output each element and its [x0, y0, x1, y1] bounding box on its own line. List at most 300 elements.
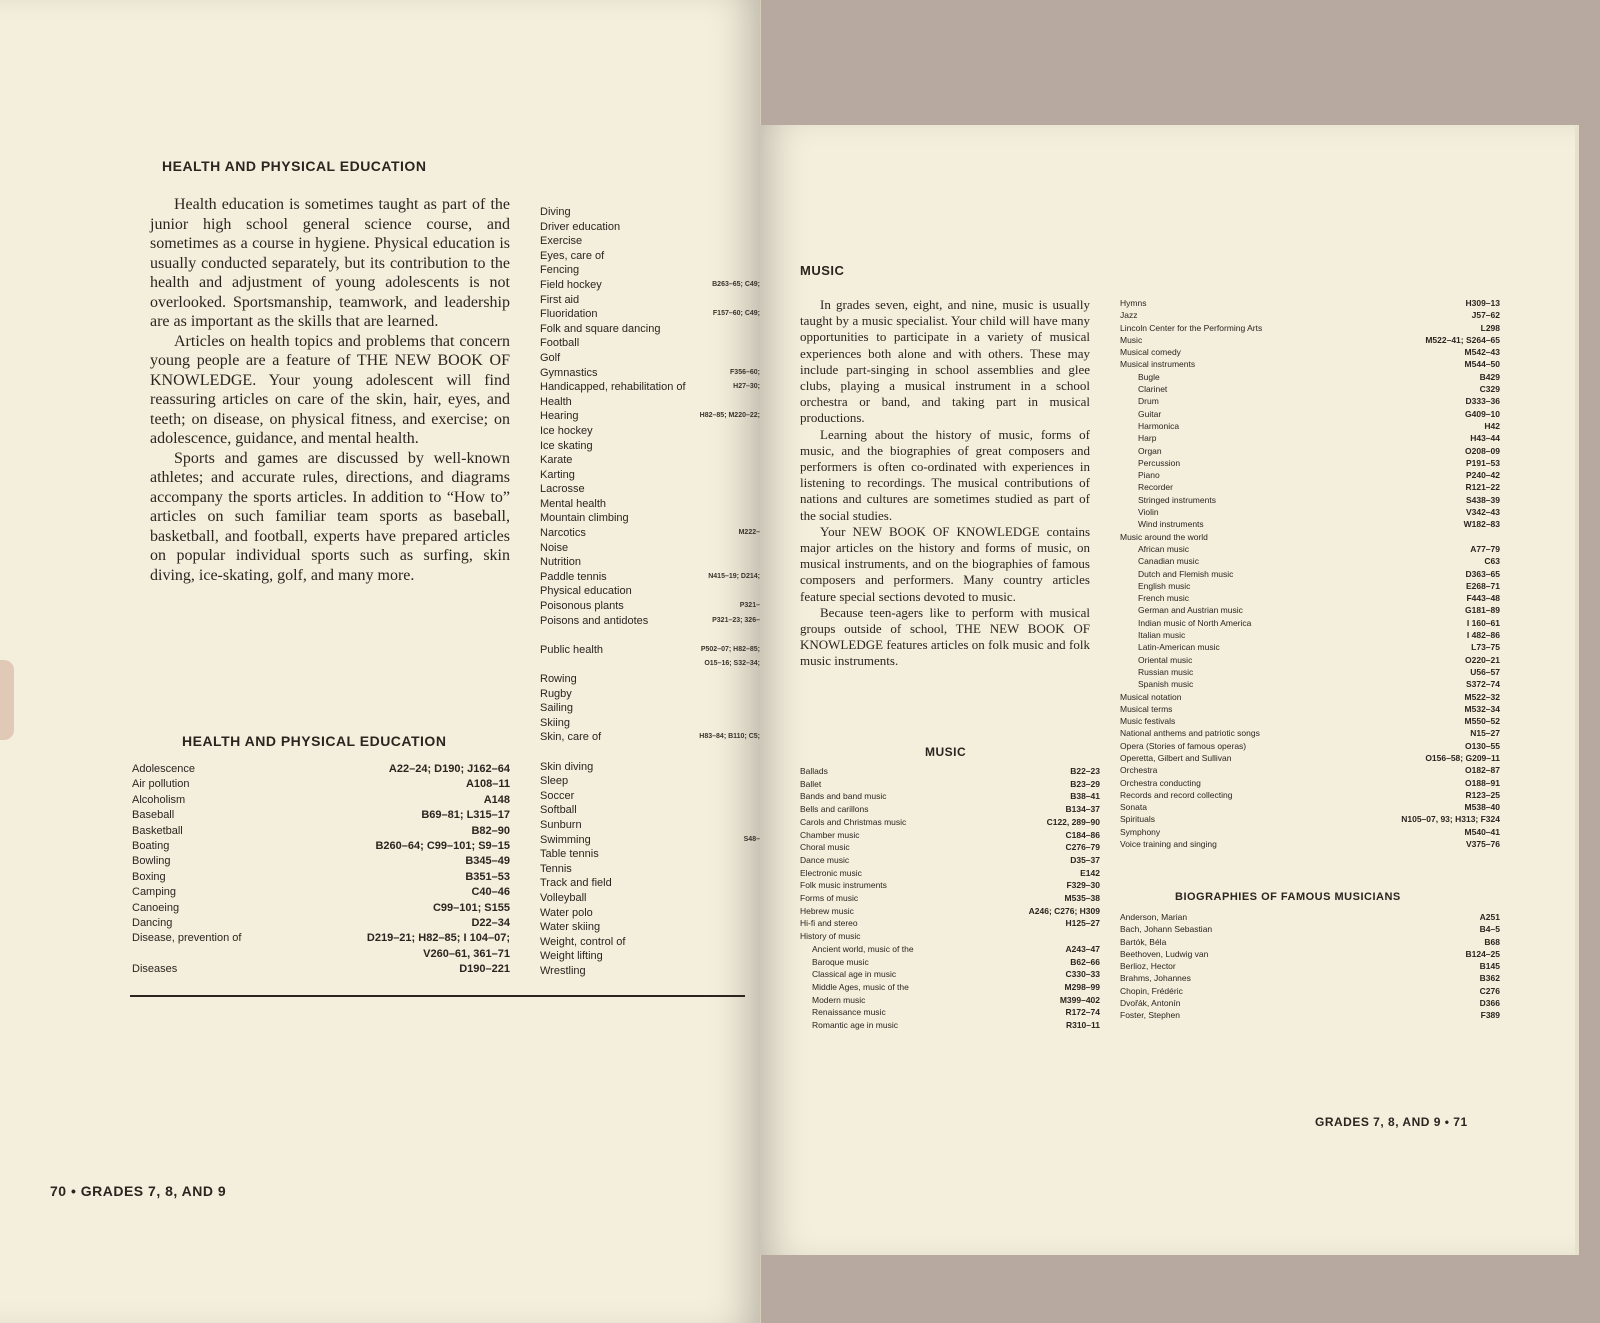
entry-topic: Ancient world, music of the — [812, 943, 914, 954]
index-entry — [132, 901, 510, 916]
entry-topic: Health — [540, 395, 572, 408]
index-entry — [540, 307, 760, 322]
entry-pages: F389 — [1480, 1010, 1500, 1021]
index-entry — [1120, 580, 1500, 592]
index-entry — [540, 949, 760, 964]
index-entry — [1120, 740, 1500, 752]
entry-pages: S48– — [743, 835, 760, 843]
index-entry — [540, 891, 760, 906]
entry-pages: M540–41 — [1464, 826, 1500, 837]
entry-topic: Volleyball — [540, 891, 587, 904]
entry-topic: German and Austrian music — [1138, 605, 1243, 616]
entry-topic: Boating — [132, 840, 170, 853]
entry-pages: I 160–61 — [1466, 617, 1500, 628]
index-entry — [1120, 801, 1500, 813]
entry-pages: C40–46 — [471, 886, 510, 899]
entry-pages: S372–74 — [1465, 679, 1500, 690]
entry-topic: Fluoridation — [540, 308, 598, 321]
entry-pages: S438–39 — [1465, 494, 1500, 505]
entry-topic: Voice training and singing — [1120, 839, 1217, 850]
index-entry — [1120, 297, 1500, 309]
entry-pages: B429 — [1479, 371, 1500, 382]
index-entry — [540, 424, 760, 439]
index-entry — [1120, 494, 1500, 506]
entry-topic: Physical education — [540, 585, 632, 598]
index-entry — [540, 249, 760, 264]
index-list — [1120, 911, 1500, 1022]
entry-topic: Wrestling — [540, 964, 586, 977]
index-entry — [1120, 309, 1500, 321]
entry-pages: A243–47 — [1065, 943, 1100, 954]
entry-pages: M535–38 — [1064, 893, 1100, 904]
entry-pages: H82–85; M220–22; — [699, 412, 760, 420]
entry-pages: B82–90 — [471, 824, 510, 837]
entry-pages: C99–101; S155 — [432, 901, 510, 914]
entry-topic: Diving — [540, 206, 571, 218]
index-entry — [1120, 997, 1500, 1009]
index-entry — [540, 234, 760, 249]
entry-pages: M522–32 — [1464, 691, 1500, 702]
entry-topic: Modern music — [812, 994, 866, 1005]
entry-topic: Stringed instruments — [1138, 494, 1216, 505]
index-entry — [1120, 518, 1500, 530]
index-entry — [132, 793, 510, 808]
entry-pages: M532–34 — [1464, 703, 1500, 714]
entry-topic: Bells and carillons — [800, 804, 869, 815]
index-heading: HEALTH AND PHYSICAL EDUCATION — [182, 733, 447, 749]
index-entry — [1120, 923, 1500, 935]
entry-pages: V375–76 — [1465, 839, 1500, 850]
entry-topic: African music — [1138, 543, 1190, 554]
index-entry — [1120, 395, 1500, 407]
entry-topic: Weight, control of — [540, 935, 626, 948]
index-entry — [540, 833, 760, 848]
entry-topic: Berlioz, Hector — [1120, 961, 1176, 972]
index-entry — [540, 803, 760, 818]
entry-topic: Poisons and antidotes — [540, 614, 649, 627]
index-entry — [540, 935, 760, 950]
index-entry — [800, 917, 1100, 930]
index-entry — [540, 701, 760, 716]
index-entry — [1120, 445, 1500, 457]
entry-topic: Skin diving — [540, 760, 594, 773]
entry-topic: Bowling — [132, 855, 171, 868]
entry-topic: Camping — [132, 886, 177, 899]
page-folio: GRADES 7, 8, AND 9 • 71 — [1315, 1115, 1468, 1129]
entry-pages: A108–11 — [465, 778, 510, 791]
entry-topic: Harp — [1138, 433, 1157, 444]
entry-topic: Drum — [1138, 396, 1159, 407]
index-entry — [1120, 764, 1500, 776]
index-entry — [132, 962, 510, 977]
index-entry — [1120, 838, 1500, 850]
entry-topic: Music — [1120, 334, 1143, 345]
entry-topic: Orchestra conducting — [1120, 777, 1201, 788]
index-entry — [540, 453, 760, 468]
index-entry — [1120, 383, 1500, 395]
entry-pages: M544–50 — [1464, 359, 1500, 370]
entry-topic: Dutch and Flemish music — [1138, 568, 1234, 579]
entry-topic: Sonata — [1120, 802, 1147, 813]
entry-pages: A22–24; D190; J162–64 — [388, 763, 510, 775]
index-entry — [540, 526, 760, 541]
entry-topic: Fencing — [540, 264, 580, 277]
entry-pages: O220–21 — [1465, 654, 1500, 665]
entry-topic: Gymnastics — [540, 366, 598, 379]
index-entry — [800, 1019, 1100, 1032]
entry-pages: H83–84; B110; C5; — [699, 733, 760, 741]
entry-pages: C329 — [1479, 384, 1500, 395]
entry-topic: Field hockey — [540, 278, 602, 291]
entry-pages: B38–41 — [1070, 791, 1100, 802]
entry-pages: B145 — [1479, 961, 1500, 972]
body-text — [150, 195, 510, 585]
entry-topic: Sleep — [540, 775, 569, 788]
entry-pages: C276 — [1479, 985, 1500, 996]
entry-pages: N15–27 — [1470, 728, 1500, 739]
body-text — [800, 297, 1090, 670]
index-entry — [540, 920, 760, 935]
entry-pages: O130–55 — [1465, 740, 1500, 751]
entry-topic: Harmonica — [1138, 420, 1180, 431]
index-entry — [1120, 432, 1500, 444]
entry-topic: Renaissance music — [812, 1007, 886, 1018]
index-entry — [132, 870, 510, 885]
index-entry — [540, 672, 760, 687]
index-entry — [540, 964, 760, 979]
entry-pages: O156–58; G209–11 — [1425, 752, 1500, 763]
section-heading: MUSIC — [800, 263, 845, 278]
entry-topic: Bach, Johann Sebastian — [1120, 924, 1213, 935]
index-entry — [540, 614, 760, 629]
entry-pages: A148 — [483, 793, 510, 806]
entry-topic: Water skiing — [540, 921, 601, 934]
index-entry — [1120, 629, 1500, 641]
entry-pages: R172–74 — [1065, 1007, 1100, 1018]
entry-topic: First aid — [540, 293, 580, 306]
entry-pages: B4–5 — [1479, 924, 1500, 935]
index-entry — [132, 762, 510, 777]
index-entry — [800, 981, 1100, 994]
entry-topic: Air pollution — [132, 778, 190, 791]
index-entry — [800, 854, 1100, 867]
entry-topic: Spanish music — [1138, 679, 1194, 690]
divider — [130, 995, 745, 997]
entry-topic: Musical notation — [1120, 691, 1182, 702]
index-entry — [1120, 813, 1500, 825]
entry-topic: Musical terms — [1120, 703, 1173, 714]
entry-topic: Football — [540, 337, 580, 350]
index-entry — [540, 774, 760, 789]
entry-pages: B23–29 — [1070, 778, 1100, 789]
entry-topic: Musical comedy — [1120, 347, 1181, 358]
index-column-2 — [1120, 297, 1500, 850]
index-entry — [800, 943, 1100, 956]
entry-topic: Soccer — [540, 789, 575, 802]
entry-topic: Bugle — [1138, 371, 1160, 382]
entry-pages: F329–30 — [1066, 880, 1100, 891]
index-entry — [540, 847, 760, 862]
entry-pages: C63 — [1484, 556, 1500, 567]
entry-pages: D35–37 — [1070, 854, 1100, 865]
entry-topic: Adolescence — [132, 763, 195, 775]
entry-topic: Hi-fi and stereo — [800, 918, 858, 929]
index-entry — [540, 380, 760, 395]
entry-topic: Nutrition — [540, 556, 581, 569]
index-entry — [132, 885, 510, 900]
index-entry — [1120, 506, 1500, 518]
entry-pages: U56–57 — [1470, 666, 1500, 677]
entry-topic: Forms of music — [800, 893, 859, 904]
entry-topic: Table tennis — [540, 848, 599, 861]
entry-topic: Oriental music — [1138, 654, 1193, 665]
index-entry — [1120, 936, 1500, 948]
entry-topic: Boxing — [132, 870, 166, 883]
entry-pages: M542–43 — [1464, 347, 1500, 358]
entry-topic: Handicapped, rehabilitation of — [540, 381, 686, 394]
entry-topic: History of music — [800, 931, 861, 942]
entry-topic: Karate — [540, 454, 573, 467]
index-entry — [132, 808, 510, 823]
entry-pages: O188–91 — [1465, 777, 1500, 788]
entry-topic: Swimming — [540, 833, 591, 846]
index-entry — [800, 816, 1100, 829]
entry-topic: Karting — [540, 468, 575, 481]
index-entry — [540, 278, 760, 293]
entry-topic: Eyes, care of — [540, 249, 605, 262]
entry-pages: C122, 289–90 — [1046, 816, 1100, 827]
index-entry — [132, 854, 510, 869]
index-entry — [540, 643, 760, 658]
entry-pages: N415–19; D214; — [708, 572, 760, 580]
entry-topic: Diseases — [132, 963, 178, 976]
entry-topic: Middle Ages, music of the — [812, 981, 909, 992]
entry-pages: M298–99 — [1064, 981, 1100, 992]
entry-pages: R123–25 — [1465, 789, 1500, 800]
entry-pages: O208–09 — [1465, 445, 1500, 456]
entry-pages: B68 — [1484, 936, 1500, 947]
index-entry — [1120, 371, 1500, 383]
index-entry — [540, 263, 760, 278]
entry-topic: Dancing — [132, 917, 173, 930]
entry-pages: A246; C276; H309 — [1028, 905, 1100, 916]
index-entry — [540, 555, 760, 570]
entry-pages: P191–53 — [1465, 457, 1500, 468]
index-entry — [1120, 1009, 1500, 1021]
index-entry — [800, 829, 1100, 842]
entry-topic: Water polo — [540, 906, 593, 919]
index-list — [132, 762, 510, 978]
index-entry — [1120, 457, 1500, 469]
entry-pages: D366 — [1479, 998, 1500, 1009]
entry-pages: C276–79 — [1065, 842, 1100, 853]
index-entry — [540, 570, 760, 585]
entry-topic: Tennis — [540, 862, 572, 875]
index-entry — [1120, 911, 1500, 923]
index-entry — [540, 906, 760, 921]
entry-topic: Operetta, Gilbert and Sullivan — [1120, 752, 1232, 763]
entry-topic: Folk music instruments — [800, 880, 887, 891]
entry-topic — [540, 628, 543, 643]
entry-topic: Music around the world — [1120, 531, 1208, 542]
entry-topic: Public health — [540, 643, 603, 656]
paragraph: Your NEW BOOK OF KNOWLEDGE contains major articles on the history and forms of music, on musical instruments, and on the biographies of famous composers and performers. Many country articles feature special sections devoted to music. — [800, 523, 1090, 604]
entry-topic: Hearing — [540, 410, 579, 423]
entry-pages: W182–83 — [1463, 519, 1500, 530]
entry-pages: A77–79 — [1470, 543, 1500, 554]
index-entry — [1120, 334, 1500, 346]
entry-topic: Baseball — [132, 809, 175, 822]
index-entry — [540, 789, 760, 804]
entry-pages: B134–37 — [1065, 804, 1100, 815]
entry-pages: D219–21; H82–85; I 104–07; — [366, 932, 510, 945]
entry-topic: Romantic age in music — [812, 1020, 898, 1031]
entry-pages: B62–66 — [1070, 956, 1100, 967]
paragraph: Articles on health topics and problems that concern young people are a feature of THE NEW BOOK OF KNOWLEDGE. Your young adolescent will find reassuring articles on care of the skin, hair, eyes, and teeth; on disease, on physical fitness, and exercise; on adolescence, guidance, and mental health. — [150, 332, 510, 447]
entry-pages: E142 — [1080, 867, 1100, 878]
index-entry — [1120, 727, 1500, 739]
entry-topic: Baroque music — [812, 956, 869, 967]
entry-topic: Wind instruments — [1138, 519, 1204, 530]
index-entry — [1120, 777, 1500, 789]
entry-topic: Symphony — [1120, 826, 1161, 837]
index-entry — [540, 657, 760, 672]
index-entry — [800, 905, 1100, 918]
entry-topic: Spirituals — [1120, 814, 1155, 825]
entry-topic: Dance music — [800, 854, 850, 865]
index-entry — [1120, 531, 1500, 543]
index-entry — [1120, 752, 1500, 764]
entry-pages: B124–25 — [1465, 948, 1500, 959]
left-page — [0, 0, 761, 1323]
index-entry — [540, 584, 760, 599]
entry-topic: Beethoven, Ludwig van — [1120, 948, 1209, 959]
index-entry — [132, 931, 510, 946]
page-folio: 70 • GRADES 7, 8, AND 9 — [50, 1183, 227, 1199]
index-entry — [800, 930, 1100, 943]
entry-topic: Basketball — [132, 824, 183, 837]
entry-topic: Skiing — [540, 716, 570, 729]
index-entry — [540, 730, 760, 745]
index-entry — [132, 947, 510, 962]
paragraph: Sports and games are discussed by well-known athletes; and accurate rules, directions, and diagrams accompany the sports articles. In addition to “How to” articles on such familiar team sports as baseball, basketball, and football, experts have prepared articles on popular individual sports such as surfing, skin diving, ice-skating, golf, and many more. — [150, 449, 510, 584]
index-entry — [540, 745, 760, 760]
entry-pages: F157–60; C49; — [712, 310, 760, 318]
index-entry — [1120, 420, 1500, 432]
index-entry — [132, 916, 510, 931]
entry-topic — [540, 745, 543, 760]
entry-pages: H27–30; — [733, 383, 760, 391]
entry-pages: C184–86 — [1065, 829, 1100, 840]
index-entry — [800, 790, 1100, 803]
index-entry — [540, 818, 760, 833]
entry-topic: Noise — [540, 541, 569, 554]
thumb — [0, 660, 14, 740]
entry-topic: Chamber music — [800, 829, 860, 840]
entry-topic: Paddle tennis — [540, 570, 607, 583]
index-entry — [1120, 555, 1500, 567]
index-entry — [800, 803, 1100, 816]
entry-topic: Ice skating — [540, 439, 593, 452]
index-column-2 — [540, 205, 760, 978]
entry-topic: Percussion — [1138, 457, 1181, 468]
entry-pages: D333–36 — [1465, 396, 1500, 407]
entry-pages: P321– — [739, 602, 760, 610]
entry-topic: Disease, prevention of — [132, 932, 242, 945]
index-entry — [540, 599, 760, 614]
entry-topic: French music — [1138, 593, 1190, 604]
entry-topic: Canadian music — [1138, 556, 1199, 567]
entry-topic: Driver education — [540, 220, 621, 233]
entry-pages: M538–40 — [1464, 802, 1500, 813]
entry-topic: Bands and band music — [800, 791, 887, 802]
entry-topic: Softball — [540, 804, 577, 817]
entry-pages: V260–61, 361–71 — [423, 947, 510, 960]
entry-topic: National anthems and patriotic songs — [1120, 728, 1260, 739]
entry-pages: B263–65; C49; — [712, 280, 760, 288]
index-entry — [800, 778, 1100, 791]
right-page — [760, 125, 1575, 1255]
index-entry — [540, 628, 760, 643]
paragraph: In grades seven, eight, and nine, music is usually taught by a music specialist. Your child will have many opportunities to participate in a variety of musical experiences both alone and with others. These may include part-singing in school assemblies and glee clubs, playing a musical instrument in a school orchestra or band, and taking part in musical productions. — [800, 297, 1090, 426]
index-entry — [800, 892, 1100, 905]
entry-pages: D190–221 — [459, 963, 510, 976]
entry-pages: M550–52 — [1464, 716, 1500, 727]
index-entry — [540, 293, 760, 308]
entry-topic: Poisonous plants — [540, 600, 624, 613]
entry-topic: English music — [1138, 580, 1191, 591]
entry-topic: Ballet — [800, 778, 822, 789]
entry-pages: L298 — [1480, 322, 1500, 333]
entry-pages: N105–07, 93; H313; F324 — [1401, 814, 1500, 825]
index-entry — [540, 541, 760, 556]
entry-pages: B351–53 — [465, 870, 510, 883]
entry-topic: Mental health — [540, 497, 607, 510]
entry-pages: M399–402 — [1059, 994, 1100, 1005]
index-entry — [1120, 408, 1500, 420]
entry-topic: Track and field — [540, 877, 612, 890]
entry-pages: O15–16; S32–34; — [704, 660, 760, 668]
entry-pages: H43–44 — [1470, 433, 1500, 444]
index-entry — [1120, 972, 1500, 984]
index-entry — [540, 511, 760, 526]
paragraph: Health education is sometimes taught as part of the junior high school general science course, and sometimes as a course in hygiene. Physical education is usually conducted separately, but its contribution to the health and adjustment of young adolescents is not overlooked. Sportsmanship, teamwork, and leadership are as important as the skills that are learned. — [150, 196, 510, 330]
index-entry — [1120, 789, 1500, 801]
entry-pages: C330–33 — [1065, 969, 1100, 980]
entry-topic: Alcoholism — [132, 793, 186, 806]
entry-pages: M222– — [738, 529, 760, 537]
index-entry — [1120, 715, 1500, 727]
entry-topic: Carols and Christmas music — [800, 816, 907, 827]
entry-topic: Hymns — [1120, 298, 1147, 308]
index-entry — [540, 366, 760, 381]
entry-topic: Golf — [540, 351, 561, 364]
entry-pages: E268–71 — [1465, 580, 1500, 591]
section-heading: HEALTH AND PHYSICAL EDUCATION — [162, 158, 427, 174]
entry-topic: Ballads — [800, 766, 828, 776]
index-entry — [1120, 543, 1500, 555]
index-entry — [1120, 358, 1500, 370]
entry-pages: D363–65 — [1465, 568, 1500, 579]
entry-pages: B22–23 — [1070, 766, 1100, 776]
entry-pages: R121–22 — [1465, 482, 1500, 493]
entry-topic: Music festivals — [1120, 716, 1176, 727]
index-entry — [540, 336, 760, 351]
entry-topic: Italian music — [1138, 630, 1186, 641]
entry-pages: H125–27 — [1065, 918, 1100, 929]
entry-pages: M522–41; S264–65 — [1425, 334, 1500, 345]
index-entry — [800, 765, 1100, 778]
